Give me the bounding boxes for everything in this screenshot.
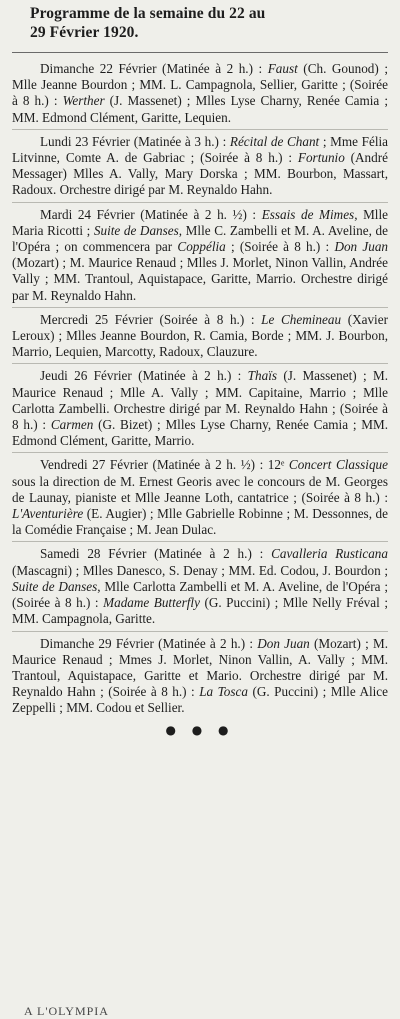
work-title: Madame Butterfly: [103, 595, 200, 611]
work-title: Don Juan: [257, 635, 310, 651]
entry-text: Lundi 23 Février (Matinée à 3 h.) :: [40, 133, 230, 149]
entry-text: , Mlle Maria Ricotti ;: [12, 206, 388, 238]
day-entry: [12, 364, 388, 453]
entry-text: (Mascagni) ; Mlles Danesco, S. Denay ; MM. Ed. Codou, J. Bourdon ;: [12, 562, 388, 578]
entry-text: (G. Puccini) ; Mlle Alice Zeppelli ; MM. Codou et Sellier.: [12, 684, 388, 716]
day-entry: [12, 203, 388, 308]
entry-text: (Ch. Gounod) ; Mlle Jeanne Bourdon ; MM. L. Campagnola, Sellier, Garitte ; (Soirée à 8 h.) :: [12, 61, 388, 109]
work-title: Suite de Danses: [12, 578, 98, 594]
cut-off-heading: A L'OLYMPIA: [24, 1004, 109, 1018]
entry-text: Samedi 28 Février (Matinée à 2 h.) :: [40, 546, 272, 562]
entry-text: (Xavier Leroux) ; Mlles Jeanne Bourdon, R. Camia, Borde ; MM. J. Bourbon, Marrio, Lequien, Marcotty, Radoux, Clauzure.: [12, 311, 388, 360]
day-entry: [12, 453, 388, 542]
title-rule: [12, 52, 388, 53]
work-title: Faust: [267, 61, 298, 76]
title-line-1: Programme de la semaine du 22 au: [30, 5, 266, 22]
entry-text: (G. Puccini) ; Mlle Nelly Fréval ; MM. Campagnola, Garitte.: [12, 595, 388, 627]
title-line-2: 29 Février 1920.: [30, 24, 139, 41]
work-title: Essais de Mimes: [261, 206, 355, 222]
day-entry: [12, 308, 388, 365]
work-title: Récital de Chant: [229, 133, 320, 149]
entry-text: Dimanche 29 Février (Matinée à 2 h.) :: [40, 635, 258, 651]
work-title: Don Juan: [334, 239, 389, 255]
entry-text: (J. Massenet) ; M. Maurice Renaud ; Mlle A. Vally ; MM. Capitaine, Marrio ; Mlle Carlotta Zambelli. Orchestre dirigé par M. Reynaldo Hahn ; (Soirée à 8 h.) :: [12, 368, 388, 433]
entry-text: , Mlle C. Zambelli et M. A. Aveline, de l'Opéra ; on commencera par: [12, 222, 388, 255]
daily-entries: [12, 57, 388, 720]
day-entry: [12, 130, 388, 203]
work-title: Coppélia: [177, 239, 226, 255]
work-title: Le Chemineau: [261, 311, 342, 327]
day-entry: [12, 542, 388, 631]
entry-text: (E. Augier) ; Mlle Gabrielle Robinne ; M. Dessonnes, de la Comédie Française ; M. Jean Dulac.: [12, 506, 388, 538]
work-title: Suite de Danses: [93, 222, 179, 238]
entry-text: (G. Bizet) ; Mlles Lyse Charny, Renée Camia ; MM. Edmond Clément, Garitte, Marrio.: [12, 417, 389, 449]
work-title: La Tosca: [199, 684, 248, 700]
work-title: Thaïs: [247, 368, 277, 384]
entry-text: Jeudi 26 Février (Matinée à 2 h.) :: [40, 368, 248, 384]
day-entry: [12, 57, 388, 130]
work-title: Fortunio: [297, 150, 345, 166]
work-title: Werther: [62, 93, 105, 109]
entry-text: ; Mme Félia Litvinne, Comte A. de Gabriac ; (Soirée à 8 h.) :: [12, 133, 389, 166]
programme-title: [30, 4, 388, 42]
entry-text: (André Messager) Mlles A. Vally, Mary Dorska ; MM. Bourbon, Massart, Radoux. Orchestre dirigé par M. Reynaldo Hahn.: [12, 150, 388, 198]
entry-text: (J. Massenet) ; Mlles Lyse Charny, Renée Camia ; MM. Edmond Clément, Garitte, Lequien.: [12, 93, 388, 125]
entry-text: Mardi 24 Février (Matinée à 2 h. ½) :: [40, 206, 262, 222]
entry-text: Vendredi 27 Février (Matinée à 2 h. ½) : 12ᵉ: [40, 457, 289, 473]
entry-text: ; (Soirée à 8 h.) :: [225, 239, 335, 255]
entry-text: , Mlle Carlotta Zambelli et M. A. Aveline, de l'Opéra ; (Soirée à 8 h.) :: [12, 578, 388, 611]
work-title: L'Aventurière: [12, 506, 84, 522]
work-title: Concert Classique: [288, 457, 388, 473]
entry-text: Mercredi 25 Février (Soirée à 8 h.) :: [40, 311, 262, 327]
entry-text: (Mozart) ; M. Maurice Renaud ; Mlles J. Morlet, Ninon Vallin, Andrée Vally ; MM. Trantoul, Aquistapace, Garitte, Marrio. Orchestre dirigé par M. Reynaldo Hahn.: [12, 255, 388, 303]
entry-text: (Mozart) ; M. Maurice Renaud ; Mmes J. Morlet, Ninon Vallin, A. Vally ; MM. Trantoul, Aquistapace, Garitte et Mario. Orchestre dirigé par M. Reynaldo Hahn ; (Soirée à 8 h.) :: [12, 635, 388, 700]
work-title: Carmen: [50, 417, 94, 433]
section-separator: ● ● ●: [165, 722, 235, 737]
day-entry: [12, 632, 388, 720]
work-title: Cavalleria Rusticana: [271, 546, 388, 562]
entry-text: Dimanche 22 Février (Matinée à 2 h.) :: [40, 61, 268, 76]
entry-text: sous la direction de M. Ernest Georis avec le concours de M. Georges de Launay, pianiste et Mlle Jeanne Loth, cantatrice ; (Soirée à 8 h.) :: [12, 473, 388, 505]
